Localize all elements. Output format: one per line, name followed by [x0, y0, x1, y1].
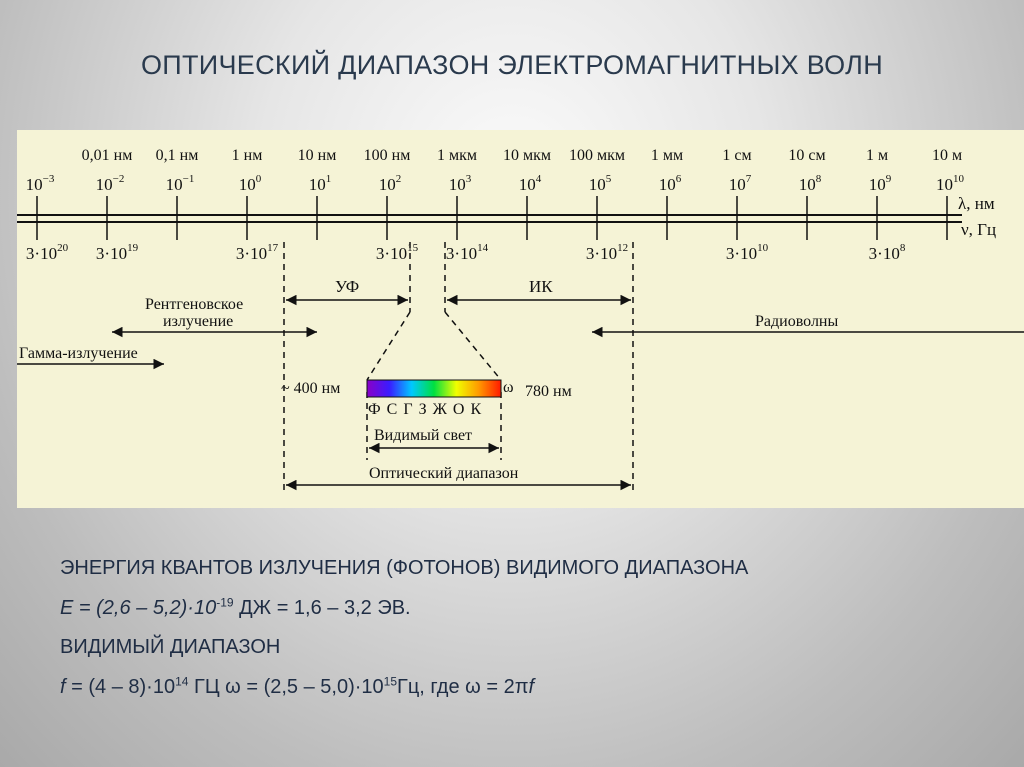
- frequency-label: $3\cdot 10^8$: [868, 242, 906, 263]
- wavelength-power-labels: [26, 173, 965, 194]
- omega-exponent: 15: [383, 674, 398, 689]
- wavelength-unit-label: 1 см: [722, 147, 752, 164]
- energy-formula-part2: ДЖ = 1,6 – 3,2 ЭВ.: [233, 597, 411, 619]
- wavelength-unit-label: 10 м: [931, 147, 963, 164]
- energy-exponent: -19: [216, 595, 234, 610]
- energy-symbol: E: [60, 597, 74, 619]
- energy-formula-part1: = (2,6 – 5,2)·10: [73, 597, 217, 619]
- color-letters: Ф С Г З Ж О К: [368, 401, 483, 418]
- wavelength-power-label: $10^5$: [588, 173, 612, 194]
- omega-symbol: ω: [503, 379, 514, 396]
- frequency-label: $3\cdot 10^{10}$: [725, 242, 769, 263]
- frequency-label: $3\cdot 10^{15}$: [375, 242, 419, 263]
- optical-range-label: Оптический диапазон: [369, 465, 519, 482]
- frequency-symbol-2: f: [528, 676, 535, 698]
- wavelength-power-label: $10^4$: [518, 173, 542, 194]
- wavelength-unit-label: 1 мкм: [436, 147, 478, 164]
- visible-spectrum-bar: [367, 380, 501, 397]
- ir-label: ИК: [529, 277, 553, 296]
- wavelength-unit-labels: [82, 147, 962, 164]
- wavelength-power-label: $10^1$: [308, 173, 332, 194]
- wavelength-power-label: $10^3$: [448, 173, 472, 194]
- wavelength-power-label: $10^{-2}$: [95, 173, 125, 194]
- visible-right-edge-label: 780 нм: [525, 383, 572, 400]
- visible-left-edge-label: ~ 400 нм: [281, 380, 341, 397]
- spectrum-diagram-panel: [17, 130, 1024, 508]
- wavelength-unit-label: 10 см: [788, 147, 826, 164]
- frequency-label: $3\cdot 10^{14}$: [445, 242, 489, 263]
- funnel-left: [367, 312, 410, 380]
- frequency-formula-part1: = (4 – 8)·10: [65, 676, 176, 698]
- info-photon-energy-formula: [60, 597, 411, 620]
- frequency-label: $3\cdot 10^{19}$: [95, 242, 139, 263]
- wavelength-unit-label: 10 мкм: [502, 147, 552, 164]
- wavelength-unit-label: 1 мм: [650, 147, 684, 164]
- funnel-right: [445, 312, 501, 380]
- wavelength-power-label: $10^{-1}$: [165, 173, 195, 194]
- wavelength-power-label: $10^6$: [658, 173, 682, 194]
- frequency-formula-part3: Гц, где ω = 2π: [397, 676, 529, 698]
- wavelength-power-label: $10^{10}$: [936, 173, 964, 194]
- wavelength-power-label: $10^0$: [238, 173, 262, 194]
- wavelength-power-label: $10^7$: [728, 173, 752, 194]
- nu-axis-label: ν, Гц: [961, 220, 997, 239]
- wavelength-power-label: $10^2$: [378, 173, 402, 194]
- wavelength-unit-label: 1 м: [865, 147, 889, 164]
- slide-title: ОПТИЧЕСКИЙ ДИАПАЗОН ЭЛЕКТРОМАГНИТНЫХ ВОЛН: [141, 50, 883, 80]
- xray-label-line1: Рентгеновское: [145, 296, 244, 313]
- frequency-exponent: 14: [175, 674, 189, 689]
- radio-label: Радиоволны: [755, 313, 839, 330]
- frequency-symbol: f: [60, 676, 66, 698]
- wavelength-unit-label: 0,1 нм: [155, 147, 199, 164]
- visible-light-label: Видимый свет: [374, 427, 473, 444]
- wavelength-power-label: $10^{-3}$: [25, 173, 55, 194]
- frequency-label: $3\cdot 10^{20}$: [25, 242, 69, 263]
- wavelength-power-label: $10^8$: [798, 173, 822, 194]
- wavelength-unit-label: 0,01 нм: [81, 147, 133, 164]
- xray-label-line2: излучение: [163, 313, 234, 330]
- wavelength-unit-label: 100 нм: [363, 147, 411, 164]
- gamma-label: Гамма-излучение: [19, 345, 138, 362]
- wavelength-power-label: $10^9$: [868, 173, 892, 194]
- wavelength-unit-label: 100 мкм: [568, 147, 626, 164]
- wavelength-unit-label: 10 нм: [297, 147, 337, 164]
- info-photon-energy-heading: ЭНЕРГИЯ КВАНТОВ ИЗЛУЧЕНИЯ (ФОТОНОВ) ВИДИМОГО ДИАПАЗОНА: [60, 557, 749, 579]
- frequency-labels: [26, 242, 906, 263]
- lambda-axis-label: λ, нм: [958, 194, 995, 213]
- frequency-label: $3\cdot 10^{17}$: [235, 242, 279, 263]
- info-visible-range-formula: [60, 676, 534, 699]
- frequency-formula-part2: ГЦ ω = (2,5 – 5,0)·10: [188, 676, 384, 698]
- uv-label: УФ: [335, 277, 360, 296]
- axis-ticks: [37, 196, 947, 240]
- frequency-label: $3\cdot 10^{12}$: [585, 242, 629, 263]
- wavelength-unit-label: 1 нм: [231, 147, 263, 164]
- spectrum-diagram: [17, 130, 1024, 508]
- info-visible-range-heading: ВИДИМЫЙ ДИАПАЗОН: [60, 636, 281, 658]
